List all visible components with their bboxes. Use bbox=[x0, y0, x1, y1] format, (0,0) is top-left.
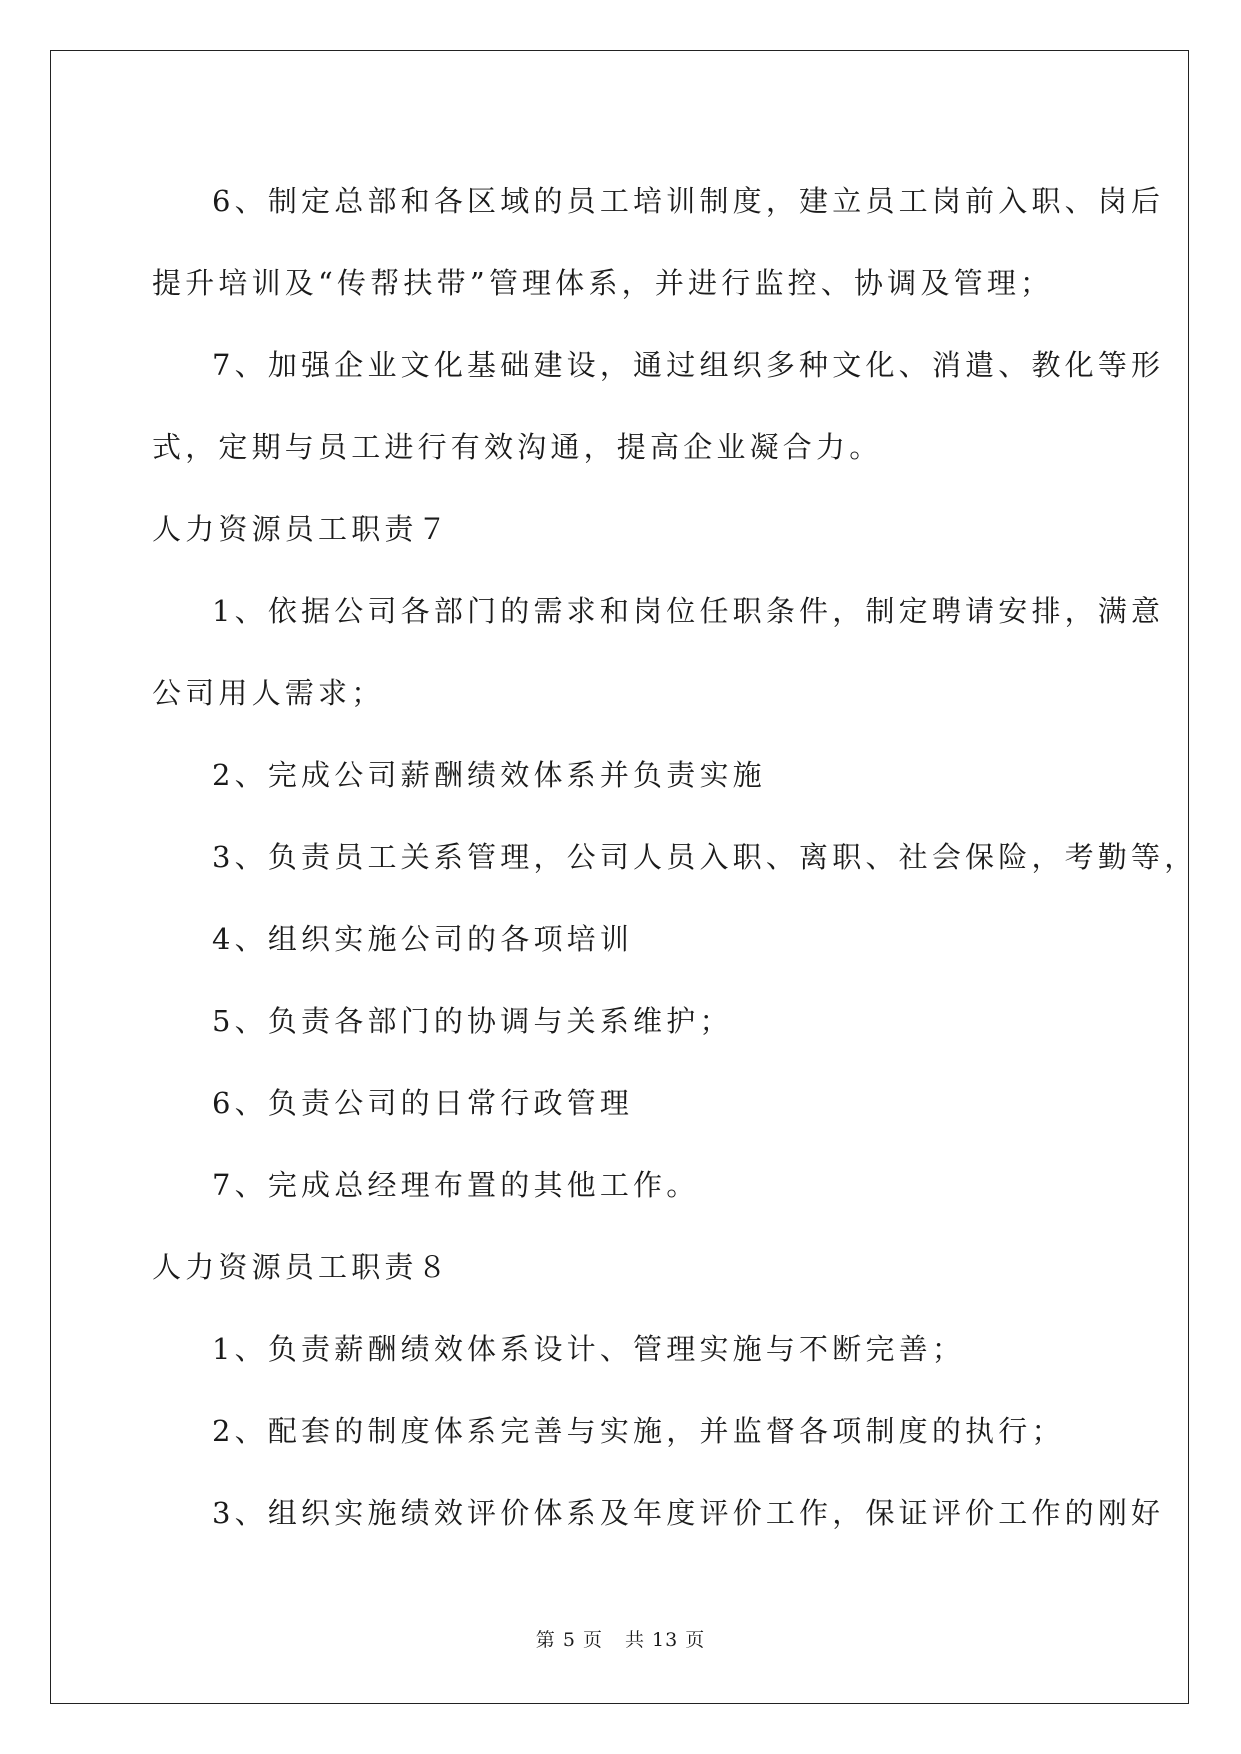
paragraph-line: 1、依据公司各部门的需求和岗位任职条件，制定聘请安排，满意 bbox=[212, 594, 1165, 628]
paragraph-line: 1、负责薪酬绩效体系设计、管理实施与不断完善； bbox=[212, 1332, 966, 1366]
section-heading: 人力资源员工职责８ bbox=[152, 1250, 451, 1284]
paragraph-line: 6、制定总部和各区域的员工培训制度，建立员工岗前入职、岗后 bbox=[212, 184, 1165, 218]
paragraph-line: 3、组织实施绩效评价体系及年度评价工作，保证评价工作的刚好 bbox=[212, 1496, 1165, 1530]
paragraph-line: 5、负责各部门的协调与关系维护； bbox=[212, 1004, 733, 1038]
paragraph-line: 7、加强企业文化基础建设，通过组织多种文化、消遣、教化等形 bbox=[212, 348, 1165, 382]
paragraph-line: 6、负责公司的日常行政管理 bbox=[212, 1086, 634, 1120]
document-body bbox=[152, 160, 1198, 1554]
paragraph-line: 公司用人需求； bbox=[152, 676, 385, 710]
paragraph-line: 式，定期与员工进行有效沟通，提高企业凝合力。 bbox=[152, 430, 883, 464]
page-total: 共 13 页 bbox=[624, 1629, 706, 1651]
paragraph-line: 2、配套的制度体系完善与实施，并监督各项制度的执行； bbox=[212, 1414, 1065, 1448]
section-heading: 人力资源员工职责７ bbox=[152, 512, 451, 546]
paragraph-line: 7、完成总经理布置的其他工作。 bbox=[212, 1168, 700, 1202]
page-footer bbox=[0, 1625, 1241, 1652]
paragraph-line: 3、负责员工关系管理，公司人员入职、离职、社会保险，考勤等， bbox=[212, 840, 1198, 874]
paragraph-line: 4、组织实施公司的各项培训 bbox=[212, 922, 634, 956]
paragraph-line: 2、完成公司薪酬绩效体系并负责实施 bbox=[212, 758, 766, 792]
paragraph-line: 提升培训及“传帮扶带”管理体系，并进行监控、协调及管理； bbox=[152, 266, 1054, 300]
page-number: 第 5 页 bbox=[535, 1629, 603, 1651]
